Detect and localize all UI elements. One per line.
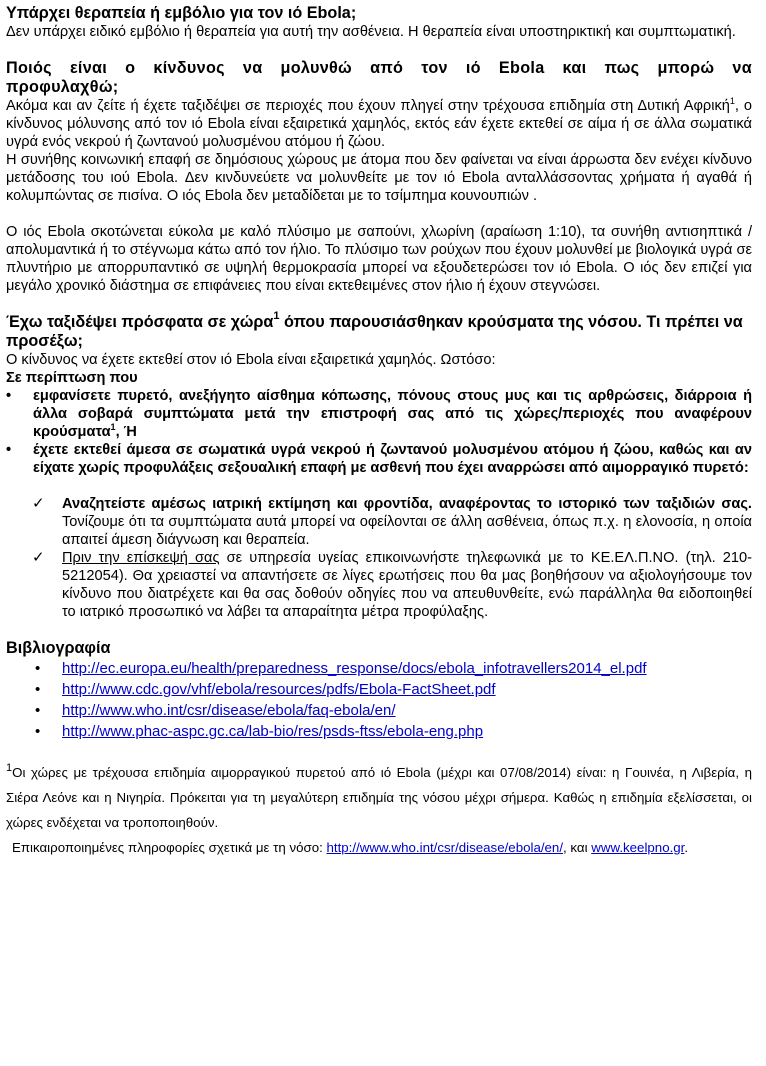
- paragraph-disinfection: Ο ιός Ebola σκοτώνεται εύκολα με καλό πλύσιμο με σαπούνι, χλωρίνη (αραίωση 1:10), τα συνήθη αντισηπτικά / απολυμαντικά ή το στέγνωμα κάτω από τον ήλιο. Το πλύσιμο των ρούχων που έχουν μολυνθεί με βιολογικά υγρά σε πλυντήριο με απορρυπαντικό σε υψηλή θερμοκρασία μπορεί να εξουδετερώσει τον ιό Ebola. Ο ιός δεν επιζεί για μεγάλο χρονικό διάστημα σε επιφάνειες που είναι εκτεθειμένες στον ήλιο ή έχουν στεγνώσει.: [6, 224, 752, 294]
- bullet-icon: •: [35, 723, 41, 740]
- symptoms-list: [6, 387, 752, 477]
- reference-link[interactable]: http://www.cdc.gov/vhf/ebola/resources/pdfs/Ebola-FactSheet.pdf: [62, 681, 496, 698]
- list-item: [6, 679, 752, 700]
- reference-link[interactable]: http://ec.europa.eu/health/preparedness_response/docs/ebola_infotravellers2014_el.pdf: [62, 660, 647, 677]
- footnote-ref: 1: [110, 422, 116, 432]
- footnote: $^1$Οι χώρες με τρέχουσα επιδημία αιμορραγικού πυρετού από ιό Ebola (μέχρι και 07/08/2014) είναι: η Γουινέα, η Λιβερία, η Σιέρα Λεόνε και η Νιγηρία. Πρόκειται για τη μεγαλύτερη επιδημία της νόσου μέχρι σήμερα. Καθώς η επιδημία εξελίσσεται, οι χώρες ενδέχεται να τροποποιηθούν.: [6, 762, 752, 830]
- footnote-number: 1: [6, 762, 13, 774]
- heading-bibliography: Βιβλιογραφία: [6, 639, 111, 657]
- reference-link[interactable]: http://www.who.int/csr/disease/ebola/faq-ebola/en/: [62, 702, 396, 719]
- paragraph-travel-intro: Ο κίνδυνος να έχετε εκτεθεί στον ιό Ebola είναι εξαιρετικά χαμηλός. Ωστόσο:: [6, 352, 496, 368]
- bullet-icon: •: [35, 660, 41, 677]
- reference-link[interactable]: http://www.phac-aspc.gc.ca/lab-bio/res/psds-ftss/ebola-eng.php: [62, 723, 484, 740]
- list-item: • έχετε εκτεθεί άμεσα σε σωματικά υγρά νεκρού ή ζωντανού μολυσμένου ατόμου ή ζώου, καθώς και αν είχατε χωρίς προφυλάξεις σεξουαλική επαφή με ασθενή που έχει αναρρώσει από αιμορραγικό πυρετό:: [6, 442, 752, 476]
- paragraph-risk-2: Η συνήθης κοινωνική επαφή σε δημόσιους χώρους με άτομα που δεν φαίνεται να είναι άρρωστα δεν ενέχει κίνδυνο μετάδοσης του ιού Ebola. Δεν κινδυνεύετε να μολυνθείτε με τον ιό Ebola ανταλλάσσοντας χρήματα ή αγαθά ή κολυμπώντας σε πισίνα. Ο ιός Ebola δεν μεταδίδεται με το τσίμπημα κουνουπιών .: [6, 152, 752, 204]
- bullet-icon: •: [6, 442, 12, 458]
- footnote-update: Επικαιροποιημένες πληροφορίες σχετικά με τη νόσο: http://www.who.int/csr/disease/ebola/en/, και www.keelpno.gr.: [12, 840, 689, 855]
- heading-travel: Έχω ταξιδέψει πρόσφατα σε χώρα$^1$ όπου παρουσιάσθηκαν κρούσματα της νόσου. Τι πρέπει να προσέξω;: [6, 310, 743, 350]
- bullet-icon: •: [35, 681, 41, 698]
- footnote-link-who[interactable]: http://www.who.int/csr/disease/ebola/en/: [326, 840, 564, 855]
- checkmark-icon: ✓: [32, 549, 45, 566]
- footnote-ref: 1: [729, 96, 735, 106]
- case-label: Σε περίπτωση που: [6, 370, 138, 386]
- list-item: ✓ Αναζητείστε αμέσως ιατρική εκτίμηση και φροντίδα, αναφέροντας το ιστορικό των ταξιδιών σας. Τονίζουμε ότι τα συμπτώματα αυτά μπορεί να οφείλονται σε άλλη ασθένεια, όπως π.χ. η ελονοσία, η οποία απαιτεί άμεση διάγνωση και θεραπεία.: [32, 495, 752, 548]
- paragraph-risk-1: Ακόμα και αν ζείτε ή έχετε ταξιδέψει σε περιοχές που έχουν πληγεί στην τρέχουσα επιδημία στη Δυτική Αφρική$^1$, ο κίνδυνος μόλυνσης από τον ιό Ebola είναι εξαιρετικά χαμηλός, εκτός εάν έχετε εκτεθεί σε αίμα ή σε άλλα σωματικά υγρά ενός νεκρού ή ζωντανού μολυσμένου ατόμου ή ζώου.: [6, 96, 753, 150]
- list-item: [6, 700, 752, 721]
- bibliography-list: [6, 658, 752, 742]
- list-item: • εμφανίσετε πυρετό, ανεξήγητο αίσθημα κόπωσης, πόνους στους μυς και τις αρθρώσεις, διάρροια ή άλλα σοβαρά συμπτώματα μετά την επιστροφή σας από τις χώρες/περιοχές που αναφέρουν κρούσματα$^1$, Ή: [6, 388, 752, 440]
- list-item: [6, 658, 752, 679]
- heading-treatment: Υπάρχει θεραπεία ή εμβόλιο για τον ιό Ebola;: [6, 4, 357, 22]
- bullet-icon: •: [35, 702, 41, 719]
- bullet-icon: •: [6, 388, 12, 404]
- paragraph-treatment: Δεν υπάρχει ειδικό εμβόλιο ή θεραπεία για αυτή την ασθένεια. Η θεραπεία είναι υποστηρικτική και συμπτωματική.: [6, 24, 736, 40]
- heading-risk: Ποιός είναι ο κίνδυνος να μολυνθώ από τον ιό Ebola και πως μπορώ να προφυλαχθώ;: [6, 59, 752, 96]
- list-item: ✓ Πριν την επίσκεψή σας σε υπηρεσία υγείας επικοινωνήστε τηλεφωνικά με το ΚΕ.ΕΛ.Π.ΝΟ. (τηλ. 210-5212054). Θα χρειαστεί να απαντήσετε σε λίγες ερωτήσεις που θα μας βοηθήσουν να αξιολογήσουμε τον κίνδυνο που διατρέχετε και θα σας δοθούν οδηγίες που να απευθυνθείτε, ενώ παράλληλα θα ειδοποιηθεί το ιατρικό προσωπικό να λάβει τα απαραίτητα μέτρα προφύλαξης.: [32, 549, 752, 620]
- footnote-link-keelpno[interactable]: www.keelpno.gr: [591, 840, 685, 855]
- footnote-ref: 1: [273, 310, 280, 322]
- actions-list: [6, 495, 752, 621]
- checkmark-icon: ✓: [32, 495, 45, 512]
- list-item: [6, 721, 752, 742]
